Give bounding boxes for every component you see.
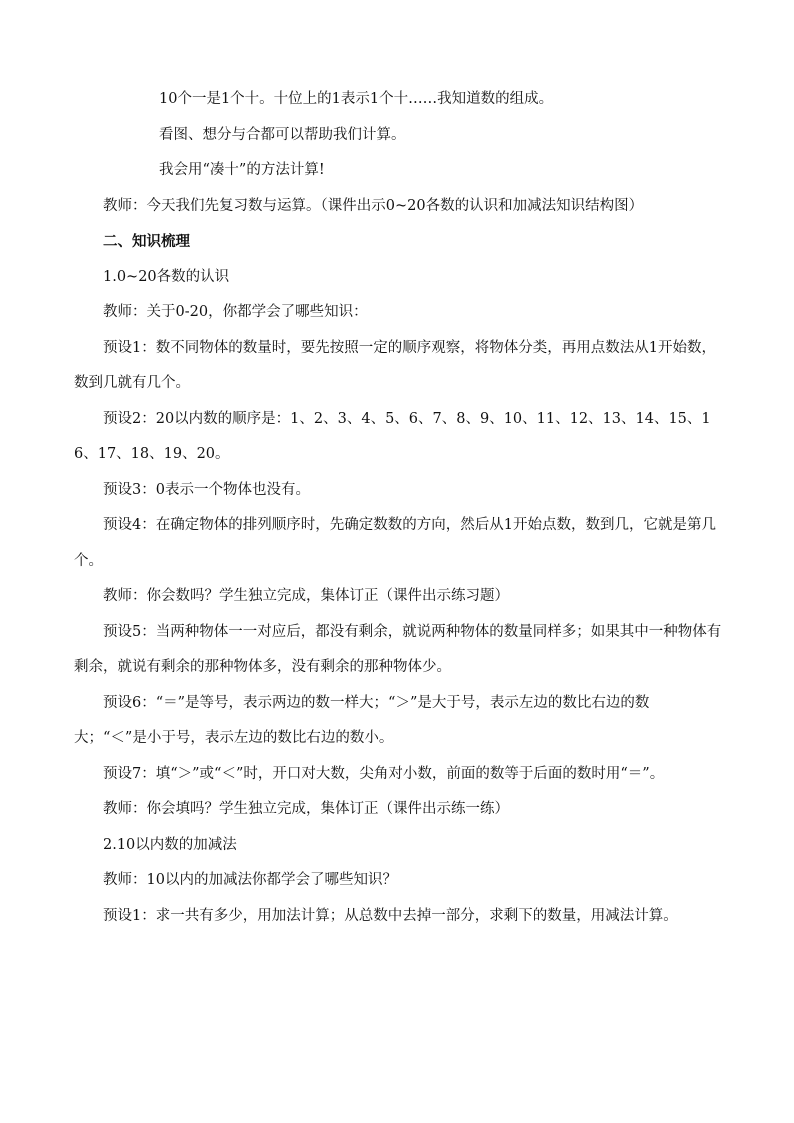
paragraph-preset-6: 预设6：“＝”是等号，表示两边的数一样大；“＞”是大于号，表示左边的数比右边的数大；“＜”是小于号，表示左边的数比右边的数小。 bbox=[74, 694, 650, 746]
subheading-numbers-0-20: 1.0~20各数的认识 bbox=[103, 268, 230, 285]
paragraph-preset-2: 预设2：20以内数的顺序是：1、2、3、4、5、6、7、8、9、10、11、12、13、14、15、16、17、18、19、20。 bbox=[74, 410, 711, 462]
paragraph-number-composition: 10个一是1个十。十位上的1表示1个十……我知道数的组成。 bbox=[159, 91, 554, 107]
subheading-addition-subtraction: 2.10以内数的加减法 bbox=[103, 836, 237, 853]
paragraph-preset-7: 预设7：填“＞”或“＜”时，开口对大数，尖角对小数，前面的数等于后面的数时用“＝”。 bbox=[103, 765, 665, 782]
document-body bbox=[74, 82, 722, 934]
paragraph-teacher-counting: 教师：你会数吗？学生独立完成，集体订正（课件出示练习题） bbox=[103, 588, 509, 604]
paragraph-teacher-filling: 教师：你会填吗？学生独立完成，集体订正（课件出示练一练） bbox=[103, 801, 509, 817]
paragraph-teacher-question-operations: 教师：10以内的加减法你都学会了哪些知识？ bbox=[103, 872, 397, 888]
paragraph-make-ten-method: 我会用“凑十”的方法计算! bbox=[159, 162, 325, 178]
paragraph-teacher-question-0-20: 教师：关于0-20，你都学会了哪些知识： bbox=[103, 304, 368, 320]
paragraph-preset-3: 预设3：0表示一个物体也没有。 bbox=[103, 481, 310, 498]
paragraph-operations-preset-1: 预设1：求一共有多少，用加法计算；从总数中去掉一部分，求剩下的数量，用减法计算。 bbox=[103, 907, 678, 924]
paragraph-preset-5: 预设5：当两种物体一一对应后，都没有剩余，就说两种物体的数量同样多；如果其中一种物体有剩余，就说有剩余的那种物体多，没有剩余的那种物体少。 bbox=[74, 623, 722, 675]
paragraph-teacher-review: 教师：今天我们先复习数与运算。（课件出示0~20各数的认识和加减法知识结构图） bbox=[103, 197, 644, 214]
paragraph-picture-method: 看图、想分与合都可以帮助我们计算。 bbox=[159, 126, 406, 143]
paragraph-preset-1: 预设1：数不同物体的数量时，要先按照一定的顺序观察，将物体分类，再用点数法从1开始数，数到几就有几个。 bbox=[74, 339, 716, 391]
section-heading-knowledge-review: 二、知识梳理 bbox=[103, 233, 190, 250]
paragraph-preset-4: 预设4：在确定物体的排列顺序时，先确定数数的方向，然后从1开始点数，数到几，它就是第几个。 bbox=[74, 517, 716, 569]
